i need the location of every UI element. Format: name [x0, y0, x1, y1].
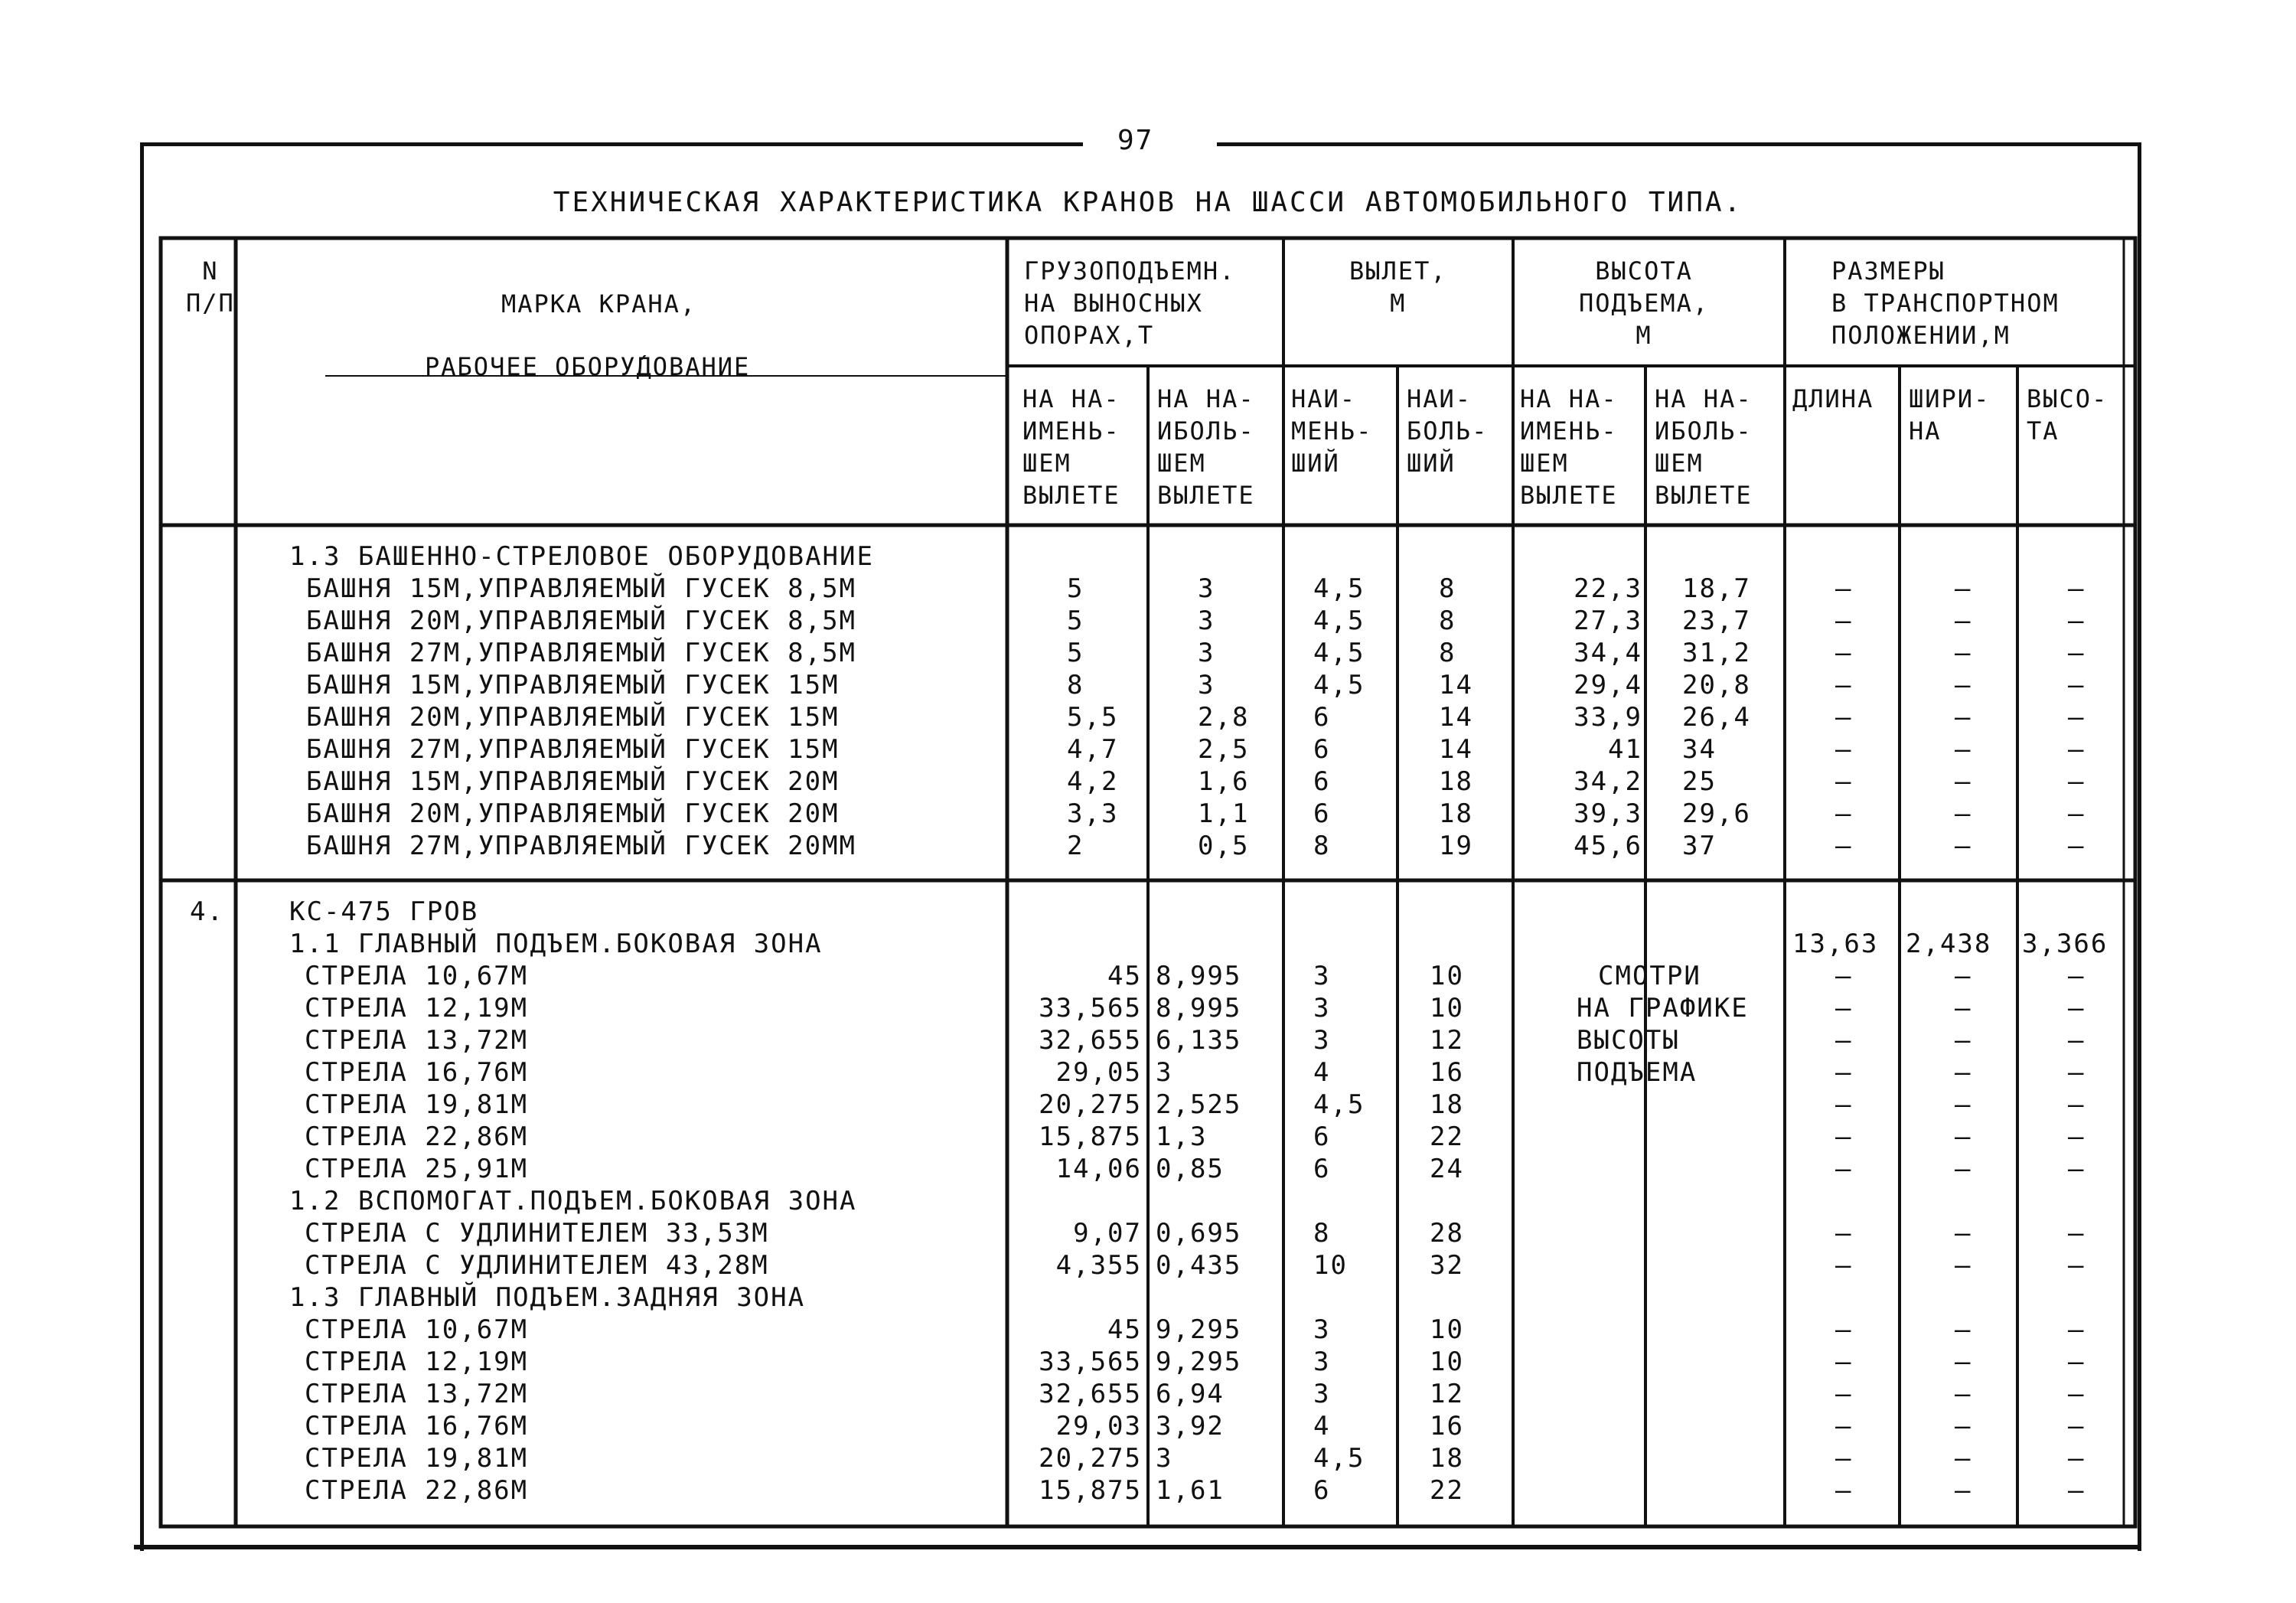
- cell-cap-max: 9,295: [1156, 1347, 1242, 1377]
- cell-cap-min: 32,655: [1039, 1379, 1142, 1409]
- cell-length: –: [1835, 1089, 1853, 1120]
- cell-width: –: [1955, 1314, 1972, 1345]
- cell-length: –: [1835, 1025, 1853, 1056]
- cell-height: –: [2068, 1218, 2086, 1249]
- cell-reach-max: 18: [1439, 798, 1473, 829]
- header-reach: ВЫЛЕТ, М: [1349, 256, 1447, 318]
- cell-h-min: 34,2: [1574, 766, 1642, 797]
- cell-reach-max: 10: [1430, 1347, 1464, 1377]
- cell-length: –: [1835, 1443, 1853, 1474]
- header-height: ВЫСОТА ПОДЪЕМА, М: [1579, 256, 1710, 350]
- cell-cap-min: 5: [1067, 638, 1084, 668]
- cell-reach-max: 14: [1439, 734, 1473, 765]
- cell-length: –: [1835, 993, 1853, 1024]
- header-cap-min: НА НА- ИМЕНЬ- ШЕМ ВЫЛЕТЕ: [1022, 384, 1120, 510]
- cell-width: –: [1955, 734, 1972, 765]
- header-h-max: НА НА- ИБОЛЬ- ШЕМ ВЫЛЕТЕ: [1655, 384, 1753, 510]
- cell-reach-max: 8: [1439, 638, 1456, 668]
- cell-reach-min: 4,5: [1313, 606, 1365, 636]
- cell-cap-min: 20,275: [1039, 1443, 1142, 1474]
- cell-height: –: [2068, 831, 2086, 861]
- cell-reach-max: 18: [1439, 766, 1473, 797]
- cell-reach-max: 12: [1430, 1379, 1464, 1409]
- cell-reach-min: 3: [1313, 961, 1331, 991]
- cell-reach-max: 10: [1430, 961, 1464, 991]
- section2-sub1: 1.1 ГЛАВНЫЙ ПОДЪЕМ.БОКОВАЯ ЗОНА: [289, 929, 823, 959]
- cell-cap-max: 1,1: [1198, 798, 1250, 829]
- cell-length: –: [1835, 702, 1853, 733]
- header-length: ДЛИНА: [1792, 384, 1874, 413]
- cell-cap-min: 32,655: [1039, 1025, 1142, 1056]
- cell-cap-max: 3: [1198, 573, 1215, 604]
- cell-cap-min: 4,355: [1055, 1250, 1142, 1281]
- row-name: СТРЕЛА 22,86М: [305, 1121, 529, 1152]
- cell-length: –: [1835, 1347, 1853, 1377]
- cell-width: –: [1955, 1347, 1972, 1377]
- cell-cap-max: 8,995: [1156, 961, 1242, 991]
- cell-length: –: [1835, 1379, 1853, 1409]
- cell-height: –: [2068, 1443, 2086, 1474]
- row-name: СТРЕЛА 19,81М: [305, 1089, 529, 1120]
- cell-height: –: [2068, 1025, 2086, 1056]
- cell-cap-max: 2,5: [1198, 734, 1250, 765]
- cell-cap-min: 14,06: [1055, 1154, 1142, 1184]
- cell-width: –: [1955, 606, 1972, 636]
- see-graph-2: НА ГРАФИКЕ: [1577, 993, 1749, 1024]
- header-equipment: РАБОЧЕЕ ОБОРУ́ДОВАНИЕ: [425, 352, 751, 381]
- cell-reach-max: 22: [1430, 1475, 1464, 1506]
- cell-reach-max: 10: [1430, 1314, 1464, 1345]
- row-name: СТРЕЛА 13,72М: [305, 1379, 529, 1409]
- cell-height: –: [2068, 734, 2086, 765]
- row-name: БАШНЯ 27М,УПРАВЛЯЕМЫЙ ГУСЕК 15М: [306, 734, 840, 765]
- cell-width: –: [1955, 831, 1972, 861]
- see-graph-3: ВЫСОТЫ: [1577, 1025, 1680, 1056]
- cell-height: –: [2068, 1250, 2086, 1281]
- header-width: ШИРИ- НА: [1909, 384, 1991, 446]
- cell-length: –: [1835, 766, 1853, 797]
- row-name: СТРЕЛА 16,76М: [305, 1411, 529, 1441]
- cell-h-max: 18,7: [1682, 573, 1751, 604]
- section2-num: 4.: [190, 896, 224, 927]
- cell-cap-max: 1,61: [1156, 1475, 1225, 1506]
- cell-height: –: [2068, 1089, 2086, 1120]
- cell-h-max: 31,2: [1682, 638, 1751, 668]
- cell-height: –: [2068, 1057, 2086, 1088]
- page-number: 97: [1117, 125, 1154, 156]
- cell-cap-max: 3,92: [1156, 1411, 1225, 1441]
- cell-cap-max: 0,435: [1156, 1250, 1242, 1281]
- row-name: СТРЕЛА 10,67М: [305, 961, 529, 991]
- cell-h-min: 22,3: [1574, 573, 1642, 604]
- cell-length: –: [1835, 1475, 1853, 1506]
- row-name: БАШНЯ 15М,УПРАВЛЯЕМЫЙ ГУСЕК 20М: [306, 766, 840, 797]
- cell-h-min: 45,6: [1574, 831, 1642, 861]
- cell-length: –: [1835, 670, 1853, 700]
- header-capacity: ГРУЗОПОДЪЕМН. НА ВЫНОСНЫХ ОПОРАХ,Т: [1024, 256, 1236, 350]
- cell-cap-min: 5: [1067, 573, 1084, 604]
- cell-cap-min: 5: [1067, 606, 1084, 636]
- cell-length: –: [1835, 961, 1853, 991]
- cell-width: –: [1955, 798, 1972, 829]
- cell-length: –: [1835, 1218, 1853, 1249]
- cell-length: –: [1835, 573, 1853, 604]
- cell-height: –: [2068, 1379, 2086, 1409]
- cell-cap-max: 0,695: [1156, 1218, 1242, 1249]
- cell-length: –: [1835, 606, 1853, 636]
- cell-reach-min: 4,5: [1313, 1089, 1365, 1120]
- dims-height: 3,366: [2022, 929, 2108, 959]
- cell-reach-min: 8: [1313, 831, 1331, 861]
- cell-cap-min: 2: [1067, 831, 1084, 861]
- cell-reach-max: 22: [1430, 1121, 1464, 1152]
- cell-cap-max: 0,85: [1156, 1154, 1225, 1184]
- cell-reach-min: 3: [1313, 1379, 1331, 1409]
- cell-reach-max: 24: [1430, 1154, 1464, 1184]
- cell-cap-max: 3: [1156, 1057, 1173, 1088]
- cell-reach-min: 6: [1313, 1121, 1331, 1152]
- cell-height: –: [2068, 638, 2086, 668]
- row-name: СТРЕЛА 22,86М: [305, 1475, 529, 1506]
- cell-height: –: [2068, 670, 2086, 700]
- cell-reach-max: 14: [1439, 702, 1473, 733]
- cell-reach-min: 6: [1313, 798, 1331, 829]
- cell-width: –: [1955, 702, 1972, 733]
- cell-cap-min: 33,565: [1039, 1347, 1142, 1377]
- cell-h-max: 37: [1682, 831, 1717, 861]
- cell-width: –: [1955, 1443, 1972, 1474]
- cell-cap-max: 8,995: [1156, 993, 1242, 1024]
- header-num: N П/П: [186, 256, 235, 318]
- cell-cap-min: 15,875: [1039, 1475, 1142, 1506]
- header-mark: МАРКА КРАНА,: [501, 289, 697, 318]
- cell-height: –: [2068, 702, 2086, 733]
- cell-width: –: [1955, 1475, 1972, 1506]
- row-name: БАШНЯ 20М,УПРАВЛЯЕМЫЙ ГУСЕК 8,5М: [306, 606, 857, 636]
- cell-height: –: [2068, 1347, 2086, 1377]
- row-name: СТРЕЛА 16,76М: [305, 1057, 529, 1088]
- cell-height: –: [2068, 766, 2086, 797]
- cell-reach-min: 3: [1313, 1347, 1331, 1377]
- row-name: СТРЕЛА 12,19М: [305, 993, 529, 1024]
- cell-cap-max: 9,295: [1156, 1314, 1242, 1345]
- cell-cap-max: 3: [1156, 1443, 1173, 1474]
- cell-reach-min: 8: [1313, 1218, 1331, 1249]
- dims-width: 2,438: [1906, 929, 1992, 959]
- cell-length: –: [1835, 1057, 1853, 1088]
- cell-h-min: 29,4: [1574, 670, 1642, 700]
- cell-h-max: 29,6: [1682, 798, 1751, 829]
- cell-width: –: [1955, 1250, 1972, 1281]
- row-name: БАШНЯ 27М,УПРАВЛЯЕМЫЙ ГУСЕК 20ММ: [306, 831, 857, 861]
- cell-reach-min: 4,5: [1313, 1443, 1365, 1474]
- cell-h-max: 20,8: [1682, 670, 1751, 700]
- dims-length: 13,63: [1792, 929, 1879, 959]
- cell-length: –: [1835, 1411, 1853, 1441]
- cell-height: –: [2068, 573, 2086, 604]
- cell-cap-min: 29,03: [1055, 1411, 1142, 1441]
- cell-reach-min: 6: [1313, 1154, 1331, 1184]
- cell-width: –: [1955, 961, 1972, 991]
- cell-reach-min: 3: [1313, 1025, 1331, 1056]
- header-cap-max: НА НА- ИБОЛЬ- ШЕМ ВЫЛЕТЕ: [1157, 384, 1255, 510]
- cell-length: –: [1835, 798, 1853, 829]
- cell-cap-min: 3,3: [1067, 798, 1119, 829]
- row-name: СТРЕЛА С УДЛИНИТЕЛЕМ 43,28М: [305, 1250, 769, 1281]
- cell-reach-max: 14: [1439, 670, 1473, 700]
- row-name: СТРЕЛА 25,91М: [305, 1154, 529, 1184]
- section1-heading: 1.3 БАШЕННО-СТРЕЛОВОЕ ОБОРУДОВАНИЕ: [289, 541, 874, 572]
- row-name: БАШНЯ 15М,УПРАВЛЯЕМЫЙ ГУСЕК 8,5М: [306, 573, 857, 604]
- row-name: БАШНЯ 27М,УПРАВЛЯЕМЫЙ ГУСЕК 8,5М: [306, 638, 857, 668]
- cell-width: –: [1955, 1089, 1972, 1120]
- cell-width: –: [1955, 1025, 1972, 1056]
- header-height-dim: ВЫСО- ТА: [2027, 384, 2108, 446]
- cell-reach-max: 19: [1439, 831, 1473, 861]
- cell-width: –: [1955, 766, 1972, 797]
- cell-reach-min: 6: [1313, 1475, 1331, 1506]
- cell-reach-max: 28: [1430, 1218, 1464, 1249]
- header-reach-max: НАИ- БОЛЬ- ШИЙ: [1407, 384, 1489, 478]
- header-dims: РАЗМЕРЫ В ТРАНСПОРТНОМ ПОЛОЖЕНИИ,М: [1831, 256, 2060, 350]
- cell-width: –: [1955, 1057, 1972, 1088]
- cell-cap-min: 45: [1107, 961, 1142, 991]
- cell-cap-min: 33,565: [1039, 993, 1142, 1024]
- cell-cap-min: 45: [1107, 1314, 1142, 1345]
- cell-h-max: 23,7: [1682, 606, 1751, 636]
- cell-cap-min: 29,05: [1055, 1057, 1142, 1088]
- cell-h-max: 34: [1682, 734, 1717, 765]
- cell-width: –: [1955, 1218, 1972, 1249]
- cell-height: –: [2068, 1314, 2086, 1345]
- header-h-min: НА НА- ИМЕНЬ- ШЕМ ВЫЛЕТЕ: [1520, 384, 1618, 510]
- cell-cap-max: 3: [1198, 670, 1215, 700]
- cell-cap-max: 6,94: [1156, 1379, 1225, 1409]
- see-graph-1: СМОТРИ: [1598, 961, 1701, 991]
- cell-height: –: [2068, 1154, 2086, 1184]
- cell-reach-max: 16: [1430, 1411, 1464, 1441]
- row-name: БАШНЯ 20М,УПРАВЛЯЕМЫЙ ГУСЕК 20М: [306, 798, 840, 829]
- cell-cap-max: 6,135: [1156, 1025, 1242, 1056]
- row-name: СТРЕЛА 13,72М: [305, 1025, 529, 1056]
- cell-cap-max: 0,5: [1198, 831, 1250, 861]
- cell-height: –: [2068, 1475, 2086, 1506]
- cell-cap-min: 9,07: [1073, 1218, 1142, 1249]
- cell-reach-max: 18: [1430, 1089, 1464, 1120]
- cell-reach-min: 6: [1313, 702, 1331, 733]
- row-name: СТРЕЛА 12,19М: [305, 1347, 529, 1377]
- cell-reach-max: 16: [1430, 1057, 1464, 1088]
- cell-height: –: [2068, 993, 2086, 1024]
- cell-length: –: [1835, 638, 1853, 668]
- cell-reach-min: 4,5: [1313, 670, 1365, 700]
- cell-reach-max: 18: [1430, 1443, 1464, 1474]
- cell-h-min: 33,9: [1574, 702, 1642, 733]
- cell-reach-min: 6: [1313, 766, 1331, 797]
- cell-reach-min: 3: [1313, 993, 1331, 1024]
- cell-width: –: [1955, 1411, 1972, 1441]
- cell-width: –: [1955, 1154, 1972, 1184]
- cell-cap-min: 15,875: [1039, 1121, 1142, 1152]
- cell-reach-min: 3: [1313, 1314, 1331, 1345]
- cell-reach-min: 6: [1313, 734, 1331, 765]
- cell-reach-max: 8: [1439, 606, 1456, 636]
- cell-cap-min: 8: [1067, 670, 1084, 700]
- cell-reach-max: 10: [1430, 993, 1464, 1024]
- cell-height: –: [2068, 1121, 2086, 1152]
- cell-cap-max: 1,3: [1156, 1121, 1208, 1152]
- see-graph-4: ПОДЪЕМА: [1577, 1057, 1698, 1088]
- cell-width: –: [1955, 670, 1972, 700]
- cell-length: –: [1835, 1314, 1853, 1345]
- cell-reach-max: 32: [1430, 1250, 1464, 1281]
- cell-length: –: [1835, 1121, 1853, 1152]
- cell-h-max: 25: [1682, 766, 1717, 797]
- cell-length: –: [1835, 1250, 1853, 1281]
- cell-h-min: 41: [1608, 734, 1642, 765]
- cell-reach-min: 4: [1313, 1057, 1331, 1088]
- cell-length: –: [1835, 1154, 1853, 1184]
- cell-cap-max: 2,525: [1156, 1089, 1242, 1120]
- cell-width: –: [1955, 1121, 1972, 1152]
- cell-cap-min: 5,5: [1067, 702, 1119, 733]
- section2-crane: КС-475 ГРОВ: [289, 896, 479, 927]
- row-name: СТРЕЛА С УДЛИНИТЕЛЕМ 33,53М: [305, 1218, 769, 1249]
- cell-cap-min: 4,7: [1067, 734, 1119, 765]
- cell-reach-min: 4,5: [1313, 638, 1365, 668]
- document-title: ТЕХНИЧЕСКАЯ ХАРАКТЕРИСТИКА КРАНОВ НА ШАССИ АВТОМОБИЛЬНОГО ТИПА.: [553, 187, 1743, 218]
- cell-h-min: 27,3: [1574, 606, 1642, 636]
- cell-width: –: [1955, 573, 1972, 604]
- cell-height: –: [2068, 606, 2086, 636]
- cell-reach-max: 12: [1430, 1025, 1464, 1056]
- cell-width: –: [1955, 1379, 1972, 1409]
- header-reach-min: НАИ- МЕНЬ- ШИЙ: [1291, 384, 1373, 478]
- cell-height: –: [2068, 798, 2086, 829]
- cell-cap-max: 1,6: [1198, 766, 1250, 797]
- cell-cap-max: 3: [1198, 606, 1215, 636]
- row-name: СТРЕЛА 19,81М: [305, 1443, 529, 1474]
- cell-cap-min: 4,2: [1067, 766, 1119, 797]
- row-name: БАШНЯ 20М,УПРАВЛЯЕМЫЙ ГУСЕК 15М: [306, 702, 840, 733]
- cell-cap-max: 3: [1198, 638, 1215, 668]
- cell-height: –: [2068, 1411, 2086, 1441]
- cell-cap-min: 20,275: [1039, 1089, 1142, 1120]
- row-name: СТРЕЛА 10,67М: [305, 1314, 529, 1345]
- section2-sub2: 1.2 ВСПОМОГАТ.ПОДЪЕМ.БОКОВАЯ ЗОНА: [289, 1186, 857, 1216]
- cell-length: –: [1835, 734, 1853, 765]
- cell-height: –: [2068, 961, 2086, 991]
- section2-sub3: 1.3 ГЛАВНЫЙ ПОДЪЕМ.ЗАДНЯЯ ЗОНА: [289, 1282, 806, 1313]
- cell-reach-min: 4,5: [1313, 573, 1365, 604]
- cell-reach-min: 4: [1313, 1411, 1331, 1441]
- cell-reach-min: 10: [1313, 1250, 1348, 1281]
- cell-width: –: [1955, 993, 1972, 1024]
- cell-reach-max: 8: [1439, 573, 1456, 604]
- cell-h-min: 34,4: [1574, 638, 1642, 668]
- cell-length: –: [1835, 831, 1853, 861]
- cell-cap-max: 2,8: [1198, 702, 1250, 733]
- row-name: БАШНЯ 15М,УПРАВЛЯЕМЫЙ ГУСЕК 15М: [306, 670, 840, 700]
- cell-width: –: [1955, 638, 1972, 668]
- cell-h-min: 39,3: [1574, 798, 1642, 829]
- cell-h-max: 26,4: [1682, 702, 1751, 733]
